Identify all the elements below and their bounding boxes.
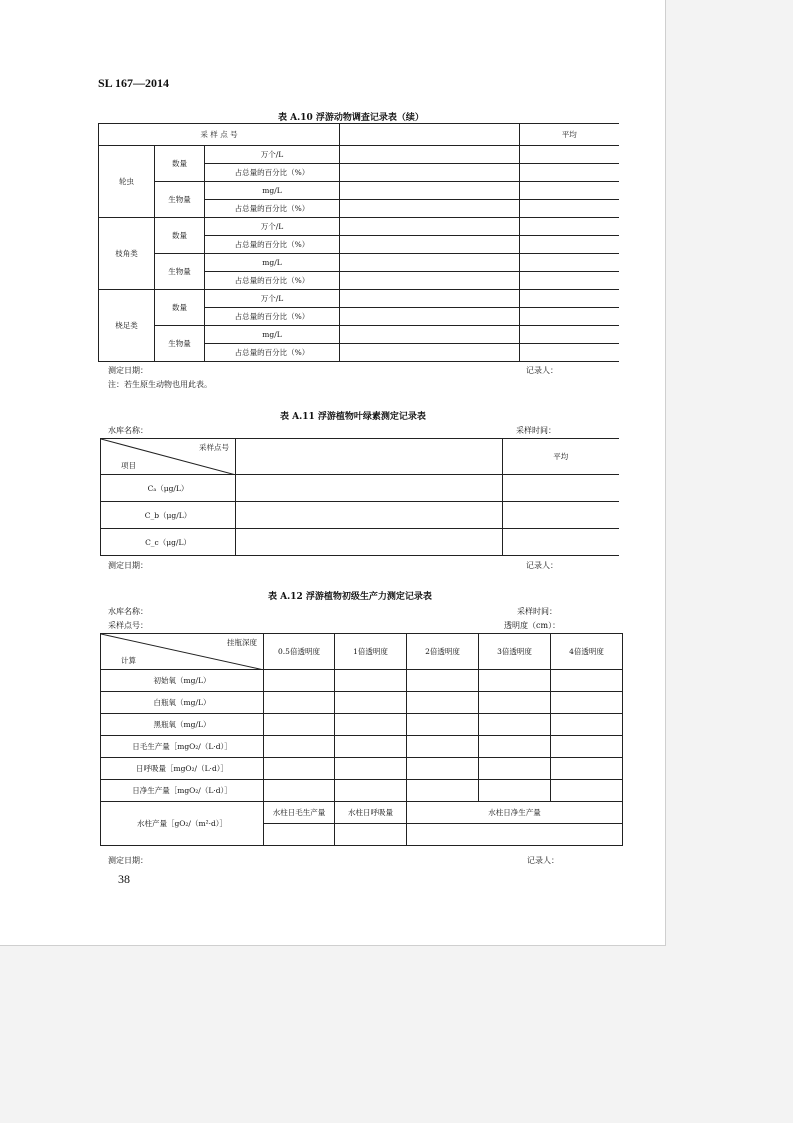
value-cell (407, 780, 479, 802)
value-cell (551, 714, 623, 736)
unit-label: 占总量的百分比（%） (205, 164, 340, 182)
value-cell (551, 692, 623, 714)
sub-name: 数量 (155, 290, 205, 326)
group-name: 桡足类 (99, 290, 155, 362)
column-header: 水柱日毛生产量 (264, 802, 335, 824)
value-cell (340, 326, 520, 344)
value-cell (407, 714, 479, 736)
value-cell (551, 758, 623, 780)
sub-name: 生物量 (155, 254, 205, 290)
unit-label: 万个/L (205, 290, 340, 308)
unit-label: 占总量的百分比（%） (205, 308, 340, 326)
sub-name: 生物量 (155, 182, 205, 218)
a11-row-label: C_c（μg/L） (101, 529, 236, 556)
value-cell (520, 200, 619, 218)
value-cell (503, 529, 619, 556)
depth-header: 2倍透明度 (407, 634, 479, 670)
value-cell (264, 670, 335, 692)
value-cell (520, 308, 619, 326)
value-cell (479, 692, 551, 714)
unit-label: mg/L (205, 326, 340, 344)
a11-recorder-label: 记录人： (526, 561, 558, 570)
value-cell (407, 692, 479, 714)
unit-label: 占总量的百分比（%） (205, 344, 340, 362)
value-cell (236, 529, 503, 556)
a11-reservoir-label: 水库名称： (108, 426, 148, 435)
value-cell (340, 164, 520, 182)
value-cell (551, 670, 623, 692)
value-cell (407, 736, 479, 758)
table-a10 (98, 123, 619, 362)
a12-point-label: 采样点号： (108, 621, 148, 630)
a12-date-label: 测定日期： (108, 856, 148, 865)
value-cell (340, 124, 520, 146)
standard-code: SL 167—2014 (98, 76, 170, 90)
value-cell (264, 758, 335, 780)
value-cell (520, 254, 619, 272)
value-cell (236, 475, 503, 502)
value-cell (520, 272, 619, 290)
depth-header: 1倍透明度 (335, 634, 407, 670)
value-cell (340, 254, 520, 272)
sub-name: 数量 (155, 218, 205, 254)
depth-header: 0.5倍透明度 (264, 634, 335, 670)
value-cell (264, 780, 335, 802)
value-cell (479, 758, 551, 780)
a12-row-label: 日净生产量［mgO₂/（L·d）］ (101, 780, 264, 802)
value-cell (479, 670, 551, 692)
value-cell (236, 502, 503, 529)
average-header: 平均 (520, 124, 619, 146)
group-name: 轮虫 (99, 146, 155, 218)
sub-name: 数量 (155, 146, 205, 182)
value-cell (335, 692, 407, 714)
value-cell (335, 670, 407, 692)
diag-top-label: 挂瓶深度 (227, 638, 257, 647)
value-cell (335, 780, 407, 802)
value-cell (335, 714, 407, 736)
unit-label: 占总量的百分比（%） (205, 200, 340, 218)
a10-recorder-label: 记录人： (526, 366, 558, 375)
a12-column-label: 水柱产量［gO₂/（m²·d）］ (101, 802, 264, 846)
a12-reservoir-label: 水库名称： (108, 607, 148, 616)
table-a12-caption: 表 A.12 浮游植物初级生产力测定记录表 (268, 592, 432, 602)
a12-row-label: 日毛生产量［mgO₂/（L·d）］ (101, 736, 264, 758)
value-cell (335, 824, 407, 846)
a12-diagonal-header (101, 634, 264, 670)
unit-label: 万个/L (205, 146, 340, 164)
a11-date-label: 测定日期： (108, 561, 148, 570)
table-a12 (100, 633, 623, 846)
value-cell (479, 780, 551, 802)
value-cell (236, 439, 503, 475)
sub-name: 生物量 (155, 326, 205, 362)
unit-label: 万个/L (205, 218, 340, 236)
sample-point-header: 采 样 点 号 (99, 124, 340, 146)
value-cell (264, 692, 335, 714)
value-cell (520, 290, 619, 308)
table-a10-caption: 表 A.10 浮游动物调查记录表（续） (278, 113, 424, 123)
a12-row-label: 黑瓶氧（mg/L） (101, 714, 264, 736)
table-a11 (100, 438, 619, 556)
value-cell (407, 670, 479, 692)
value-cell (503, 475, 619, 502)
depth-header: 3倍透明度 (479, 634, 551, 670)
value-cell (340, 272, 520, 290)
value-cell (520, 218, 619, 236)
value-cell (340, 182, 520, 200)
value-cell (340, 200, 520, 218)
value-cell (264, 824, 335, 846)
table-a11-caption: 表 A.11 浮游植物叶绿素测定记录表 (280, 412, 426, 422)
page-number: 38 (118, 872, 130, 886)
a11-row-label: C_b（μg/L） (101, 502, 236, 529)
value-cell (520, 164, 619, 182)
group-name: 枝角类 (99, 218, 155, 290)
a12-time-label: 采样时间： (517, 607, 557, 616)
diag-top-label: 采样点号 (199, 443, 229, 452)
a11-time-label: 采样时间： (516, 426, 556, 435)
value-cell (479, 736, 551, 758)
value-cell (520, 146, 619, 164)
a11-row-label: Cₐ（μg/L） (101, 475, 236, 502)
value-cell (340, 344, 520, 362)
value-cell (551, 780, 623, 802)
a10-date-label: 测定日期： (108, 366, 148, 375)
a12-row-label: 日呼吸量［mgO₂/（L·d）］ (101, 758, 264, 780)
value-cell (479, 714, 551, 736)
a12-transparency-label: 透明度（cm）： (504, 621, 561, 630)
value-cell (407, 758, 479, 780)
value-cell (520, 182, 619, 200)
value-cell (335, 736, 407, 758)
value-cell (340, 290, 520, 308)
value-cell (340, 146, 520, 164)
unit-label: 占总量的百分比（%） (205, 236, 340, 254)
a11-average-header: 平均 (503, 439, 619, 475)
diag-bottom-label: 项目 (121, 461, 136, 470)
a12-row-label: 白瓶氧（mg/L） (101, 692, 264, 714)
value-cell (335, 758, 407, 780)
depth-header: 4倍透明度 (551, 634, 623, 670)
a12-row-label: 初始氧（mg/L） (101, 670, 264, 692)
value-cell (520, 236, 619, 254)
value-cell (407, 824, 623, 846)
value-cell (520, 344, 619, 362)
value-cell (340, 218, 520, 236)
unit-label: mg/L (205, 182, 340, 200)
column-header: 水柱日净生产量 (407, 802, 623, 824)
value-cell (340, 308, 520, 326)
value-cell (503, 502, 619, 529)
value-cell (264, 714, 335, 736)
a12-recorder-label: 记录人： (527, 856, 559, 865)
value-cell (520, 326, 619, 344)
value-cell (264, 736, 335, 758)
diag-bottom-label: 计算 (121, 656, 136, 665)
unit-label: mg/L (205, 254, 340, 272)
unit-label: 占总量的百分比（%） (205, 272, 340, 290)
a10-note: 注：若生原生动物也用此表。 (108, 380, 212, 389)
column-header: 水柱日呼吸量 (335, 802, 407, 824)
value-cell (340, 236, 520, 254)
value-cell (551, 736, 623, 758)
a11-diagonal-header (101, 439, 236, 475)
